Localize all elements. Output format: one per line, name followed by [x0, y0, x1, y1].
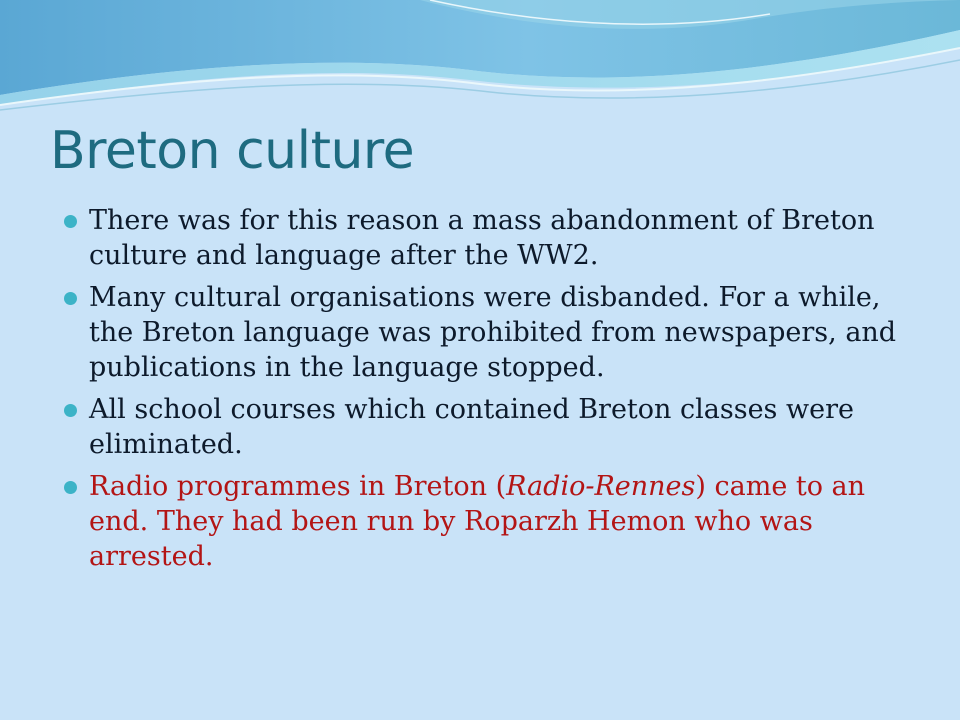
- bullet-item-abandonment: [60, 203, 910, 273]
- bullet-emphasis-radio-rennes: Radio-Rennes: [506, 471, 696, 502]
- bullet-dot-icon: [64, 404, 77, 417]
- bullet-dot-icon: [64, 215, 77, 228]
- bullet-dot-icon: [64, 481, 77, 494]
- bullet-item-school-courses: [60, 392, 910, 462]
- bullet-list: [60, 203, 910, 581]
- bullet-text: There was for this reason a mass abandonment of Breton culture and language after the WW2.: [89, 205, 875, 271]
- bullet-dot-icon: [64, 292, 77, 305]
- wave-decoration: [0, 0, 960, 120]
- bullet-item-radio: [60, 469, 910, 574]
- slide-title: Breton culture: [50, 121, 415, 181]
- bullet-text: All school courses which contained Breton classes were eliminated.: [89, 394, 854, 460]
- bullet-text-after: ) came to an end. They had been run by Roparzh Hemon who was arrested.: [89, 471, 866, 572]
- bullet-text: Many cultural organisations were disbanded. For a while, the Breton language was prohibited from newspapers, and publications in the language stopped.: [89, 282, 897, 383]
- bullet-item-organisations: [60, 280, 910, 385]
- bullet-text-before: Radio programmes in Breton (: [89, 471, 507, 502]
